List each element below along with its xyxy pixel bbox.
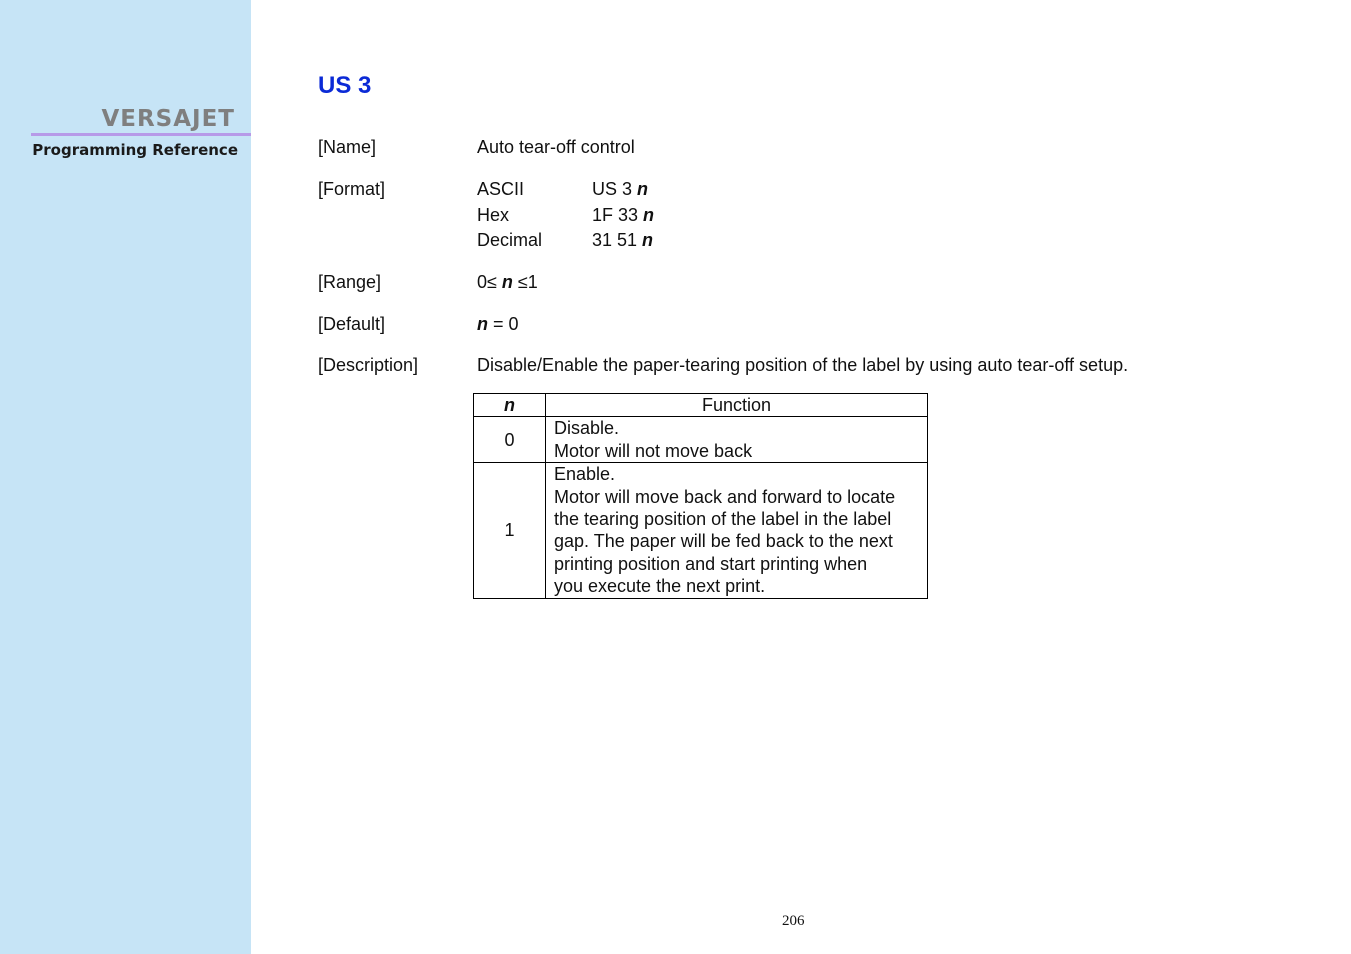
page-title: US 3 — [318, 72, 372, 99]
format-label: [Format] — [318, 179, 386, 199]
table-header-function: Function — [546, 394, 928, 417]
table-header-row — [474, 394, 928, 417]
default-value: n = 0 — [477, 314, 519, 334]
table-cell-n: 1 — [474, 463, 546, 598]
name-label: [Name] — [318, 137, 377, 157]
function-line: you execute the next print. — [554, 576, 766, 597]
table-cell-function — [546, 417, 928, 463]
sidebar — [0, 0, 251, 954]
function-line: printing position and start printing when — [554, 553, 868, 574]
function-table — [473, 393, 928, 599]
function-line: Motor will not move back — [554, 440, 753, 461]
format-type-hex: Hex — [477, 205, 510, 225]
brand-divider — [31, 133, 251, 136]
table-cell-function — [546, 463, 928, 598]
format-code-hex: 1F 33 n — [592, 205, 655, 225]
table-row — [474, 463, 928, 598]
range-value: 0≤ n ≤1 — [477, 272, 538, 292]
page-number: 206 — [782, 913, 805, 929]
function-line: Disable. — [554, 418, 620, 439]
range-label: [Range] — [318, 272, 382, 292]
brand-logo-text: VERSAJET — [101, 106, 235, 132]
format-type-ascii: ASCII — [477, 179, 525, 199]
description-value: Disable/Enable the paper-tearing position of the label by using auto tear-off setup. — [477, 355, 1129, 375]
function-line: the tearing position of the label in the label — [554, 509, 892, 530]
function-line: gap. The paper will be fed back to the next — [554, 531, 893, 552]
format-type-decimal: Decimal — [477, 230, 543, 250]
table-header-n: n — [474, 394, 546, 417]
table-row — [474, 417, 928, 463]
default-label: [Default] — [318, 314, 386, 334]
function-line: Motor will move back and forward to locate — [554, 486, 896, 507]
description-label: [Description] — [318, 355, 419, 375]
function-line: Enable. — [554, 464, 616, 485]
name-value: Auto tear-off control — [477, 137, 635, 157]
table-cell-n: 0 — [474, 417, 546, 463]
format-code-ascii: US 3 n — [592, 179, 649, 199]
format-code-decimal: 31 51 n — [592, 230, 654, 250]
brand-subtitle: Programming Reference — [32, 141, 238, 159]
